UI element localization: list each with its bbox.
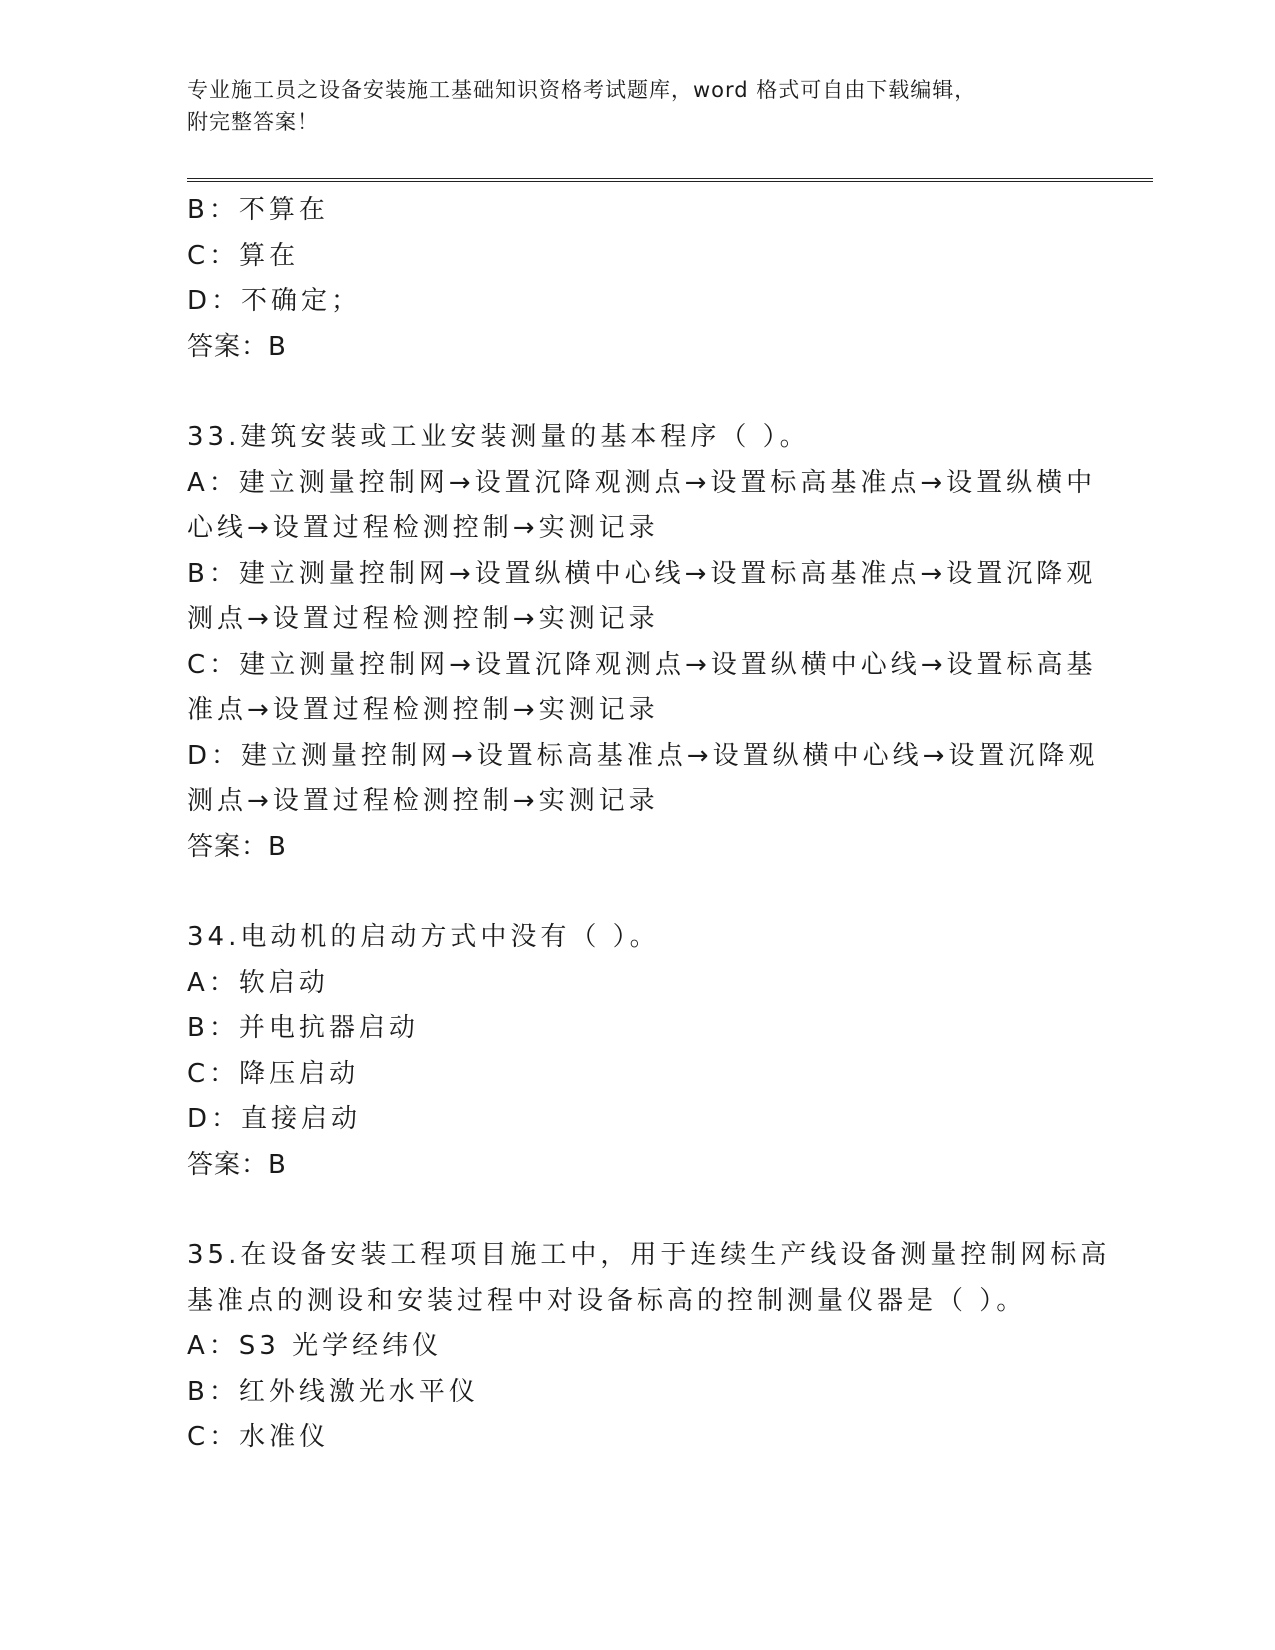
option-b: B：建立测量控制网→设置纵横中心线→设置标高基准点→设置沉降观	[187, 558, 1097, 589]
question-35	[187, 1233, 1111, 1461]
option-b: B：并电抗器启动	[187, 1013, 419, 1043]
page-header	[187, 74, 1087, 138]
question-stem: 34.电动机的启动方式中没有（ ）。	[187, 922, 660, 952]
option-a: A：软启动	[187, 967, 329, 998]
option-c: C：建立测量控制网→设置沉降观测点→设置纵横中心线→设置标高基	[187, 649, 1097, 680]
prev-question	[187, 188, 1087, 370]
question-34	[187, 915, 1087, 1188]
question-33	[187, 415, 1099, 870]
header-divider	[187, 178, 1153, 182]
option-c: C：算在	[187, 240, 300, 271]
option-c: C：水准仪	[187, 1422, 330, 1452]
option-d: D：直接启动	[187, 1104, 362, 1134]
option-d: D：不确定；	[187, 286, 362, 316]
option-d-cont: 测点→设置过程检测控制→实测记录	[187, 786, 659, 816]
header-line-1: 专业施工员之设备安装施工基础知识资格考试题库，word 格式可自由下载编辑，	[187, 78, 977, 102]
option-a: A：S3 光学经纬仪	[187, 1331, 443, 1361]
option-a: A：建立测量控制网→设置沉降观测点→设置标高基准点→设置纵横中	[187, 467, 1097, 498]
option-b: B：不算在	[187, 195, 329, 225]
option-a-cont: 心线→设置过程检测控制→实测记录	[187, 513, 659, 543]
option-c-cont: 准点→设置过程检测控制→实测记录	[187, 695, 659, 725]
answer-text: 答案：B	[187, 831, 287, 862]
answer-text: 答案：B	[187, 331, 287, 362]
option-c: C：降压启动	[187, 1058, 360, 1089]
question-stem: 33.建筑安装或工业安装测量的基本程序（ ）。	[187, 422, 810, 452]
option-d: D：建立测量控制网→设置标高基准点→设置纵横中心线→设置沉降观	[187, 740, 1099, 771]
header-line-2: 附完整答案！	[187, 110, 319, 134]
answer-text: 答案：B	[187, 1149, 287, 1180]
option-b: B：红外线激光水平仪	[187, 1376, 479, 1407]
question-list	[187, 188, 1111, 1461]
option-b-cont: 测点→设置过程检测控制→实测记录	[187, 604, 659, 634]
question-stem-cont: 基准点的测设和安装过程中对设备标高的控制测量仪器是（ ）。	[187, 1285, 1027, 1316]
question-stem: 35.在设备安装工程项目施工中，用于连续生产线设备测量控制网标高	[187, 1240, 1111, 1270]
